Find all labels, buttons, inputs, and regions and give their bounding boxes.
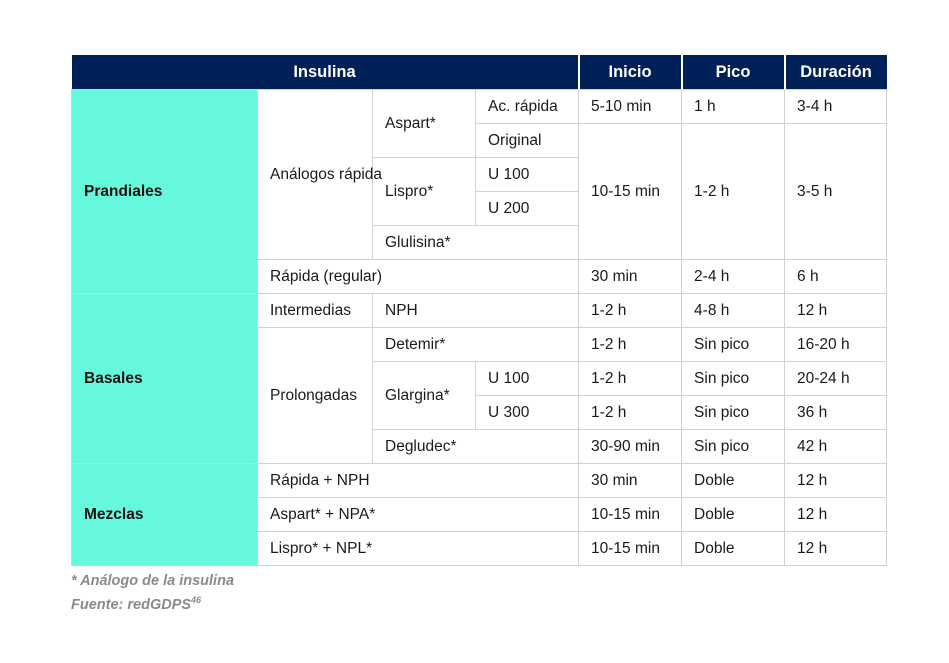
cell-mezcla: Rápida + NPH [258,464,579,498]
cell-ac-rapida: Ac. rápida [476,90,579,124]
cell-inicio: 10-15 min [579,124,682,260]
cell-pico: Sin pico [682,362,785,396]
cell-pico: 4-8 h [682,294,785,328]
footnote-source-text: Fuente: redGDPS [71,596,192,613]
cell-glargina: Glargina* [373,362,476,430]
footnote-analog: * Análogo de la insulina [71,573,235,589]
cell-u300: U 300 [476,396,579,430]
cell-inicio: 30 min [579,464,682,498]
cell-u100: U 100 [476,158,579,192]
cell-duracion: 12 h [785,294,887,328]
cell-nph: NPH [373,294,579,328]
table-row [72,294,887,328]
table-header-row [72,55,887,90]
group-mezclas: Mezclas [72,464,258,566]
cell-pico: 1-2 h [682,124,785,260]
cell-u100: U 100 [476,362,579,396]
cell-duracion: 12 h [785,498,887,532]
cell-inicio: 30 min [579,260,682,294]
cell-duracion: 20-24 h [785,362,887,396]
cell-duracion: 3-4 h [785,90,887,124]
cell-duracion: 12 h [785,464,887,498]
footnote-ref: 46 [191,595,202,605]
cell-inicio: 1-2 h [579,328,682,362]
cell-pico: Doble [682,464,785,498]
cell-prolongadas: Prolongadas [258,328,373,464]
cell-duracion: 36 h [785,396,887,430]
header-inicio: Inicio [579,55,682,90]
cell-u200: U 200 [476,192,579,226]
cell-inicio: 1-2 h [579,396,682,430]
group-prandiales: Prandiales [72,90,258,294]
cell-duracion: 3-5 h [785,124,887,260]
cell-duracion: 12 h [785,532,887,566]
header-insulina: Insulina [72,55,579,90]
cell-pico: 2-4 h [682,260,785,294]
cell-original: Original [476,124,579,158]
cell-glulisina: Glulisina* [373,226,579,260]
cell-analogos-rapida: Análogos rápida [258,90,373,260]
group-basales: Basales [72,294,258,464]
cell-inicio: 30-90 min [579,430,682,464]
cell-inicio: 5-10 min [579,90,682,124]
cell-pico: 1 h [682,90,785,124]
cell-intermedias: Intermedias [258,294,373,328]
cell-pico: Doble [682,532,785,566]
cell-pico: Sin pico [682,328,785,362]
cell-duracion: 16-20 h [785,328,887,362]
cell-duracion: 42 h [785,430,887,464]
cell-rapida-regular: Rápida (regular) [258,260,579,294]
header-duracion: Duración [785,55,887,90]
insulin-table [71,55,887,566]
cell-mezcla: Lispro* + NPL* [258,532,579,566]
table-row [72,464,887,498]
cell-degludec: Degludec* [373,430,579,464]
cell-duracion: 6 h [785,260,887,294]
header-pico: Pico [682,55,785,90]
cell-pico: Doble [682,498,785,532]
footnote-source [71,591,234,615]
table-row [72,90,887,124]
cell-detemir: Detemir* [373,328,579,362]
cell-inicio: 10-15 min [579,532,682,566]
cell-pico: Sin pico [682,396,785,430]
cell-lispro: Lispro* [373,158,476,226]
cell-inicio: 1-2 h [579,294,682,328]
cell-inicio: 10-15 min [579,498,682,532]
cell-inicio: 1-2 h [579,362,682,396]
cell-pico: Sin pico [682,430,785,464]
cell-mezcla: Aspart* + NPA* [258,498,579,532]
footnote [71,572,234,615]
cell-aspart: Aspart* [373,90,476,158]
